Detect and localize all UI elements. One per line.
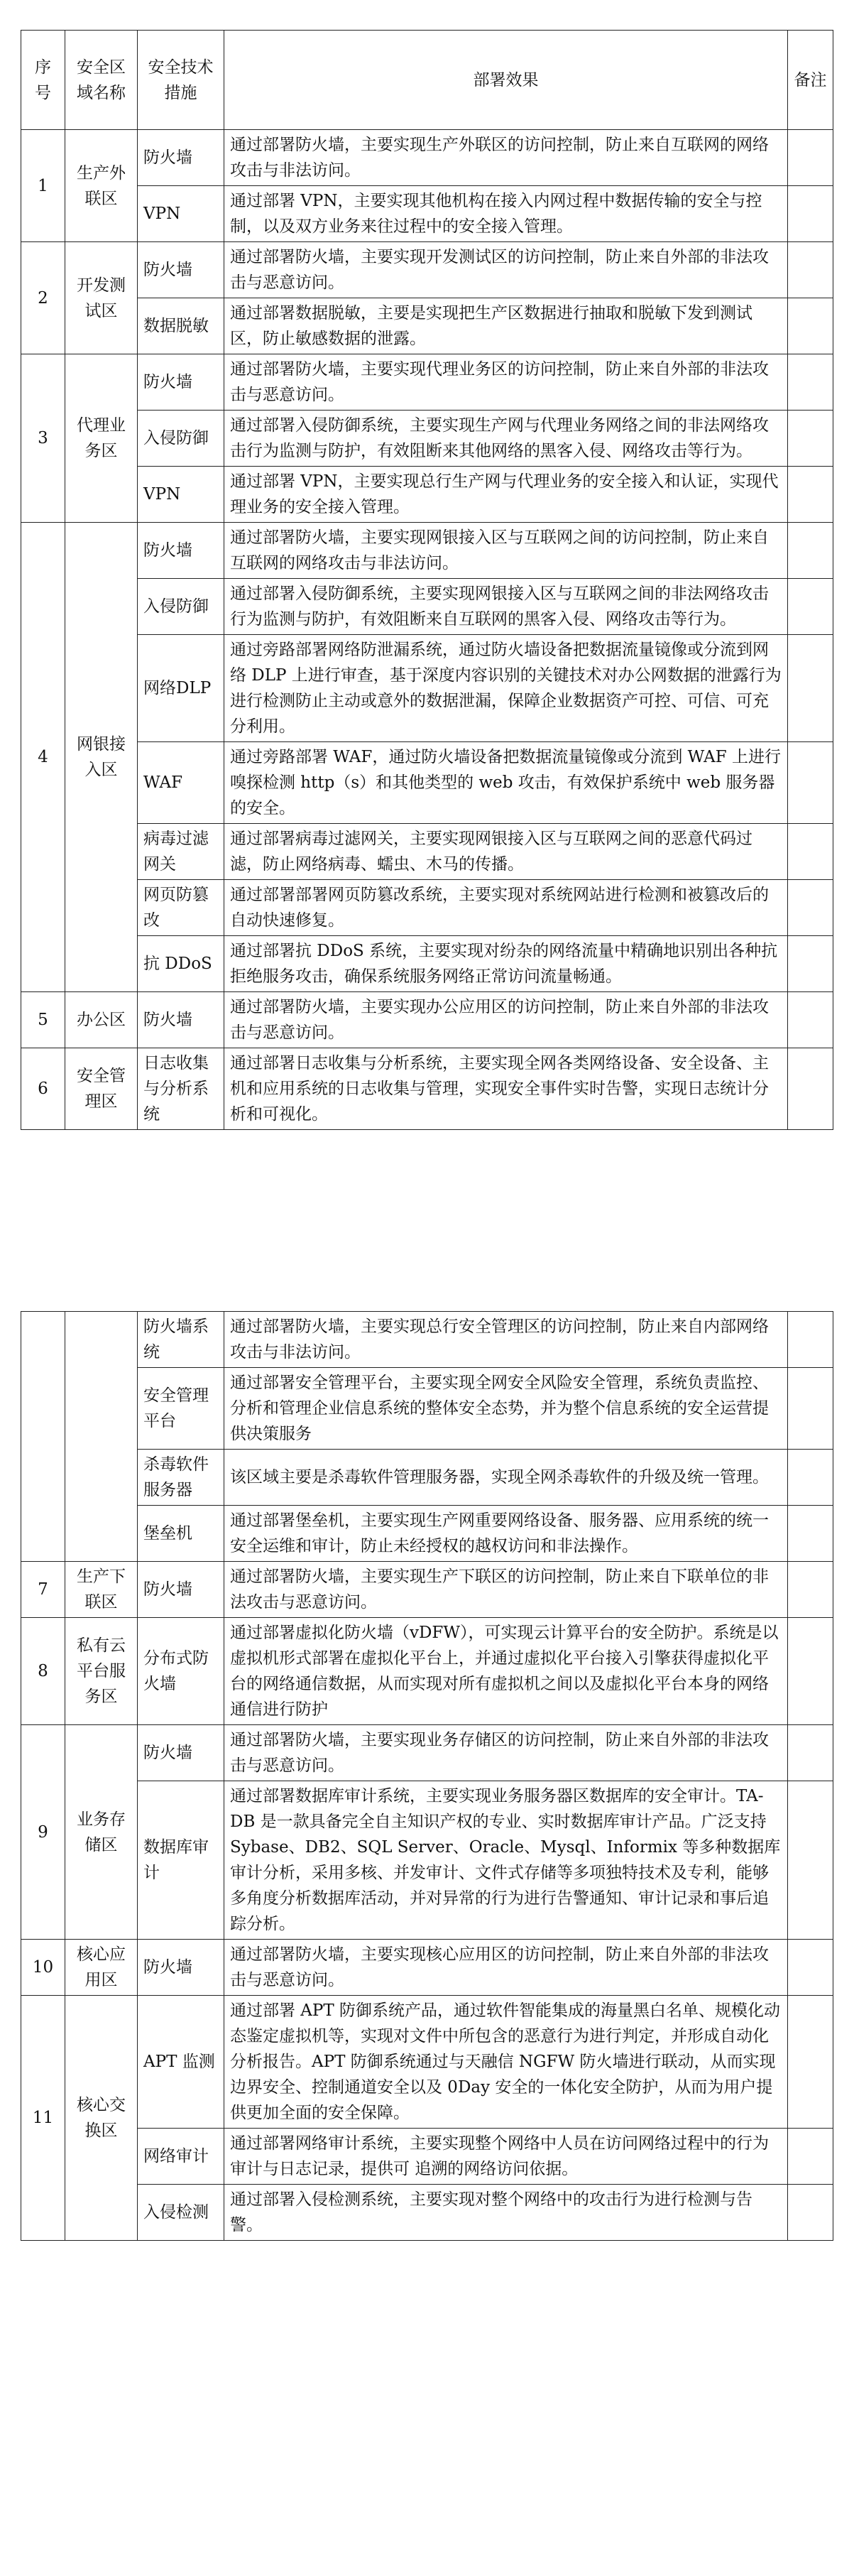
table-row (21, 130, 833, 186)
table-row (21, 1781, 833, 1940)
table-body (21, 1312, 833, 2241)
note-cell (788, 298, 833, 354)
security-measure: VPN (138, 186, 224, 242)
table-row (21, 635, 833, 742)
security-measure: WAF (138, 742, 224, 824)
zone-seq: 4 (21, 523, 65, 992)
note-cell (788, 579, 833, 635)
deployment-effect: 通过部署安全管理平台，主要实现全网安全风险安全管理，系统负责监控、分析和管理企业信息系统的整体安全态势，并为整个信息系统的安全运营提供决策服务 (224, 1368, 788, 1450)
deployment-effect: 通过部署防火墙，主要实现业务存储区的访问控制，防止来自外部的非法攻击与恶意访问。 (224, 1725, 788, 1781)
table-row (21, 186, 833, 242)
note-cell (788, 411, 833, 467)
deployment-effect: 通过部署入侵检测系统，主要实现对整个网络中的攻击行为进行检测与告警。 (224, 2185, 788, 2241)
zone-seq: 10 (21, 1940, 65, 1996)
security-measure: APT 监测 (138, 1996, 224, 2129)
security-measure: 网页防篡改 (138, 880, 224, 936)
zone-name: 办公区 (65, 992, 138, 1048)
note-cell (788, 1940, 833, 1996)
security-measure: 防火墙系统 (138, 1312, 224, 1368)
zone-seq: 3 (21, 354, 65, 523)
security-measure: 防火墙 (138, 1940, 224, 1996)
table-row (21, 936, 833, 992)
deployment-effect: 通过部署防火墙，主要实现办公应用区的访问控制，防止来自外部的非法攻击与恶意访问。 (224, 992, 788, 1048)
security-measure: 分布式防火墙 (138, 1618, 224, 1725)
zone-seq: 5 (21, 992, 65, 1048)
zone-name: 安全管理区 (65, 1048, 138, 1130)
deployment-effect: 通过部署虚拟化防火墙（vDFW），可实现云计算平台的安全防护。系统是以虚拟机形式部署在虚拟化平台上，并通过虚拟化平台接入引擎获得虚拟化平台的网络通信数据，从而实现对所有虚拟机之间以及虚拟化平台本身的网络通信进行防护 (224, 1618, 788, 1725)
table-row (21, 1562, 833, 1618)
security-measure: 网络审计 (138, 2129, 224, 2185)
deployment-effect: 通过部署病毒过滤网关，主要实现网银接入区与互联网之间的恶意代码过滤，防止网络病毒、蠕虫、木马的传播。 (224, 824, 788, 880)
table-row (21, 992, 833, 1048)
note-cell (788, 1562, 833, 1618)
zone-seq: 8 (21, 1618, 65, 1725)
table-row (21, 824, 833, 880)
zone-seq: 9 (21, 1725, 65, 1940)
zone-seq: 7 (21, 1562, 65, 1618)
security-deployment-table-part1 (21, 30, 833, 1130)
deployment-effect: 通过部署防火墙，主要实现开发测试区的访问控制，防止来自外部的非法攻击与恶意访问。 (224, 242, 788, 298)
table-row (21, 467, 833, 523)
deployment-effect: 通过部署防火墙，主要实现总行安全管理区的访问控制，防止来自内部网络攻击与非法访问。 (224, 1312, 788, 1368)
zone-seq: 11 (21, 1996, 65, 2241)
zone-name: 核心应用区 (65, 1940, 138, 1996)
zone-seq: 6 (21, 1048, 65, 1130)
table-row (21, 2185, 833, 2241)
header-tech: 安全技术措施 (138, 31, 224, 130)
zone-name: 业务存储区 (65, 1725, 138, 1940)
table-row (21, 2129, 833, 2185)
zone-name: 开发测试区 (65, 242, 138, 354)
deployment-effect: 通过部署数据库审计系统，主要实现业务服务器区数据库的安全审计。TA-DB 是一款具备完全自主知识产权的专业、实时数据库审计产品。广泛支持 Sybase、DB2、SQL Server、Oracle、Mysql、Informix 等多种数据库审计分析，采用多核、并发审计、文件式存储等多项独特技术及专利，能够多角度分析数据库活动，并对异常的行为进行告警通知、审计记录和事后追踪分析。 (224, 1781, 788, 1940)
note-cell (788, 1312, 833, 1368)
header-note: 备注 (788, 31, 833, 130)
table-header-row (21, 31, 833, 130)
deployment-effect: 通过部署入侵防御系统，主要实现网银接入区与互联网之间的非法网络攻击行为监测与防护，有效阻断来自互联网的黑客入侵、网络攻击等行为。 (224, 579, 788, 635)
security-measure: 日志收集与分析系统 (138, 1048, 224, 1130)
deployment-effect: 通过部署数据脱敏，主要是实现把生产区数据进行抽取和脱敏下发到测试区，防止敏感数据的泄露。 (224, 298, 788, 354)
deployment-effect: 通过部署入侵防御系统，主要实现生产网与代理业务网络之间的非法网络攻击行为监测与防护，有效阻断来其他网络的黑客入侵、网络攻击等行为。 (224, 411, 788, 467)
note-cell (788, 1506, 833, 1562)
header-zone: 安全区域名称 (65, 31, 138, 130)
note-cell (788, 992, 833, 1048)
security-measure: 堡垒机 (138, 1506, 224, 1562)
security-measure: 网络DLP (138, 635, 224, 742)
note-cell (788, 824, 833, 880)
security-measure: 防火墙 (138, 523, 224, 579)
note-cell (788, 1368, 833, 1450)
note-cell (788, 467, 833, 523)
security-measure: 入侵防御 (138, 579, 224, 635)
note-cell (788, 635, 833, 742)
table-row (21, 298, 833, 354)
note-cell (788, 354, 833, 411)
table-row (21, 579, 833, 635)
table-row (21, 1368, 833, 1450)
security-measure: 安全管理平台 (138, 1368, 224, 1450)
deployment-effect: 通过部署日志收集与分析系统，主要实现全网各类网络设备、安全设备、主机和应用系统的日志收集与管理，实现安全事件实时告警，实现日志统计分析和可视化。 (224, 1048, 788, 1130)
table-row (21, 742, 833, 824)
security-measure: 抗 DDoS (138, 936, 224, 992)
deployment-effect: 该区域主要是杀毒软件管理服务器，实现全网杀毒软件的升级及统一管理。 (224, 1450, 788, 1506)
table-row (21, 1450, 833, 1506)
note-cell (788, 130, 833, 186)
zone-seq: 2 (21, 242, 65, 354)
note-cell (788, 523, 833, 579)
table-row (21, 1312, 833, 1368)
zone-name: 生产外联区 (65, 130, 138, 242)
deployment-effect: 通过部署防火墙，主要实现代理业务区的访问控制，防止来自外部的非法攻击与恶意访问。 (224, 354, 788, 411)
zone-name: 核心交换区 (65, 1996, 138, 2241)
zone-name: 代理业务区 (65, 354, 138, 523)
note-cell (788, 936, 833, 992)
note-cell (788, 1725, 833, 1781)
deployment-effect: 通过部署防火墙，主要实现生产下联区的访问控制，防止来自下联单位的非法攻击与恶意访问。 (224, 1562, 788, 1618)
table-row (21, 880, 833, 936)
deployment-effect: 通过部署堡垒机，主要实现生产网重要网络设备、服务器、应用系统的统一安全运维和审计，防止未经授权的越权访问和非法操作。 (224, 1506, 788, 1562)
zone-name: 私有云平台服务区 (65, 1618, 138, 1725)
zone-name: 生产下联区 (65, 1562, 138, 1618)
security-measure: 防火墙 (138, 130, 224, 186)
security-deployment-table-part2 (21, 1311, 833, 2241)
security-measure: 病毒过滤网关 (138, 824, 224, 880)
table-row (21, 1618, 833, 1725)
deployment-effect: 通过部署防火墙，主要实现生产外联区的访问控制，防止来自互联网的网络攻击与非法访问。 (224, 130, 788, 186)
table-row (21, 1725, 833, 1781)
deployment-effect: 通过旁路部署网络防泄漏系统，通过防火墙设备把数据流量镜像或分流到网络 DLP 上进行审查，基于深度内容识别的关键技术对办公网数据的泄露行为进行检测防止主动或意外的数据泄漏，保障企业数据资产可控、可信、可充分利用。 (224, 635, 788, 742)
table-row (21, 354, 833, 411)
security-measure: 防火墙 (138, 354, 224, 411)
table-row (21, 411, 833, 467)
security-measure: 防火墙 (138, 242, 224, 298)
security-measure: VPN (138, 467, 224, 523)
security-measure: 入侵防御 (138, 411, 224, 467)
note-cell (788, 880, 833, 936)
zone-name (65, 1312, 138, 1562)
security-measure: 杀毒软件服务器 (138, 1450, 224, 1506)
zone-seq (21, 1312, 65, 1562)
header-seq: 序号 (21, 31, 65, 130)
table-row (21, 523, 833, 579)
security-measure: 数据脱敏 (138, 298, 224, 354)
table-row (21, 1506, 833, 1562)
table-row (21, 1940, 833, 1996)
security-measure: 防火墙 (138, 1725, 224, 1781)
note-cell (788, 1996, 833, 2129)
table-body (21, 130, 833, 1130)
note-cell (788, 1618, 833, 1725)
deployment-effect: 通过部署 VPN，主要实现总行生产网与代理业务的安全接入和认证，实现代理业务的安全接入管理。 (224, 467, 788, 523)
note-cell (788, 186, 833, 242)
security-measure: 防火墙 (138, 992, 224, 1048)
zone-name: 网银接入区 (65, 523, 138, 992)
deployment-effect: 通过部署部署网页防篡改系统，主要实现对系统网站进行检测和被篡改后的自动快速修复。 (224, 880, 788, 936)
deployment-effect: 通过部署防火墙，主要实现核心应用区的访问控制，防止来自外部的非法攻击与恶意访问。 (224, 1940, 788, 1996)
deployment-effect: 通过部署防火墙，主要实现网银接入区与互联网之间的访问控制，防止来自互联网的网络攻击与非法访问。 (224, 523, 788, 579)
table-row (21, 242, 833, 298)
table-row (21, 1048, 833, 1130)
note-cell (788, 1781, 833, 1940)
deployment-effect: 通过旁路部署 WAF，通过防火墙设备把数据流量镜像或分流到 WAF 上进行嗅探检测 http（s）和其他类型的 web 攻击，有效保护系统中 web 服务器的安全。 (224, 742, 788, 824)
deployment-effect: 通过部署 APT 防御系统产品，通过软件智能集成的海量黑白名单、规模化动态鉴定虚拟机等，实现对文件中所包含的恶意行为进行判定，并形成自动化分析报告。APT 防御系统通过与天融信 NGFW 防火墙进行联动，从而实现边界安全、控制通道安全以及 0Day 安全的一体化安全防护，从而为用户提供更加全面的安全保障。 (224, 1996, 788, 2129)
security-measure: 数据库审计 (138, 1781, 224, 1940)
header-effect: 部署效果 (224, 31, 788, 130)
note-cell (788, 742, 833, 824)
security-measure: 入侵检测 (138, 2185, 224, 2241)
note-cell (788, 2185, 833, 2241)
table-row (21, 1996, 833, 2129)
security-measure: 防火墙 (138, 1562, 224, 1618)
note-cell (788, 1450, 833, 1506)
deployment-effect: 通过部署 VPN，主要实现其他机构在接入内网过程中数据传输的安全与控制，以及双方业务来往过程中的安全接入管理。 (224, 186, 788, 242)
note-cell (788, 242, 833, 298)
deployment-effect: 通过部署网络审计系统，主要实现整个网络中人员在访问网络过程中的行为审计与日志记录，提供可 追溯的网络访问依据。 (224, 2129, 788, 2185)
note-cell (788, 1048, 833, 1130)
deployment-effect: 通过部署抗 DDoS 系统，主要实现对纷杂的网络流量中精确地识别出各种抗拒绝服务攻击，确保系统服务网络正常访问流量畅通。 (224, 936, 788, 992)
zone-seq: 1 (21, 130, 65, 242)
note-cell (788, 2129, 833, 2185)
